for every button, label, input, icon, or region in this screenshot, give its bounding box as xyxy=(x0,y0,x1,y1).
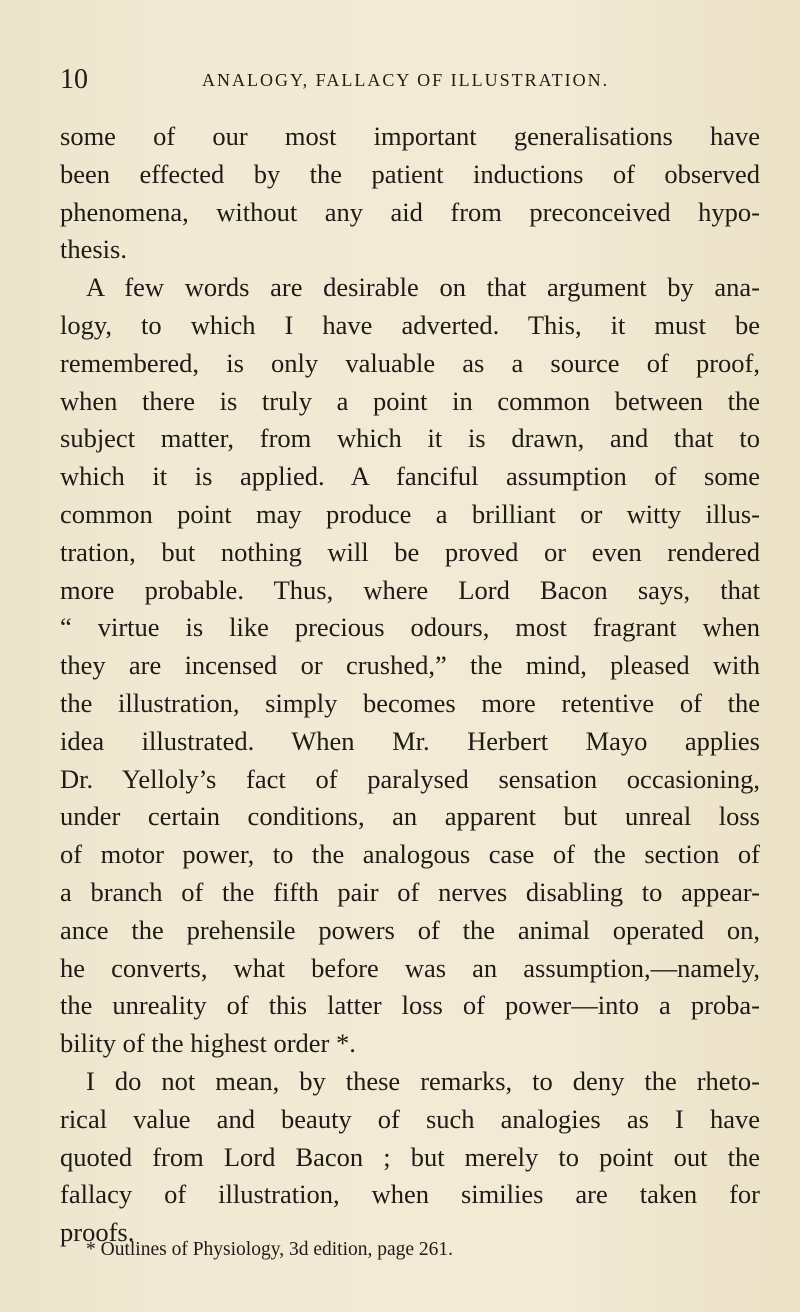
text-line: which it is applied. A fanciful assumption of some xyxy=(60,461,760,492)
text-line: bility of the highest order *. xyxy=(60,1028,356,1059)
text-line: rical value and beauty of such analogies as I have xyxy=(60,1103,760,1134)
text-line: been effected by the patient inductions of observed xyxy=(60,158,760,189)
text-line: tration, but nothing will be proved or even rendered xyxy=(60,536,760,567)
text-line: they are incensed or crushed,” the mind, pleased with xyxy=(60,650,760,681)
text-line: of motor power, to the analogous case of the section of xyxy=(60,839,760,870)
text-line: proofs. xyxy=(60,1217,135,1248)
text-line: he converts, what before was an assumption,—namely, xyxy=(60,952,760,983)
page-header xyxy=(60,60,760,100)
paragraph xyxy=(60,118,760,269)
text-line: when there is truly a point in common between the xyxy=(60,385,760,416)
text-line: phenomena, without any aid from preconceived hypo- xyxy=(60,196,760,227)
text-line: some of our most important generalisations have xyxy=(60,121,760,151)
text-line: the unreality of this latter loss of power—into a proba- xyxy=(60,990,760,1021)
text-line: subject matter, from which it is drawn, and that to xyxy=(60,423,760,454)
text-line: Dr. Yelloly’s fact of paralysed sensation occasioning, xyxy=(60,763,760,794)
paragraph xyxy=(60,1063,760,1252)
body-text xyxy=(60,118,760,1252)
text-line: under certain conditions, an apparent but unreal loss xyxy=(60,801,760,832)
text-line: a branch of the fifth pair of nerves disabling to appear- xyxy=(60,876,760,907)
text-line: remembered, is only valuable as a source of proof, xyxy=(60,347,760,378)
text-line: A few words are desirable on that argument by ana- xyxy=(86,272,760,303)
footnote: * Outlines of Physiology, 3d edition, page 261. xyxy=(86,1239,454,1260)
text-line: “ virtue is like precious odours, most fragrant when xyxy=(60,612,760,643)
text-line: idea illustrated. When Mr. Herbert Mayo applies xyxy=(60,725,760,756)
text-line: quoted from Lord Bacon ; but merely to point out the xyxy=(60,1141,760,1172)
text-line: the illustration, simply becomes more retentive of the xyxy=(60,687,760,718)
text-line: more probable. Thus, where Lord Bacon says, that xyxy=(60,574,760,605)
paragraph xyxy=(60,269,760,1063)
text-line: fallacy of illustration, when similies are taken for xyxy=(60,1179,760,1210)
text-line: I do not mean, by these remarks, to deny the rheto- xyxy=(86,1065,760,1096)
text-line: common point may produce a brilliant or witty illus- xyxy=(60,498,760,529)
text-line: logy, to which I have adverted. This, it must be xyxy=(60,309,760,340)
running-head: ANALOGY, FALLACY OF ILLUSTRATION. xyxy=(202,70,610,90)
page-number: 10 xyxy=(60,64,88,95)
text-line: thesis. xyxy=(60,234,127,265)
text-line: ance the prehensile powers of the animal operated on, xyxy=(60,914,760,945)
